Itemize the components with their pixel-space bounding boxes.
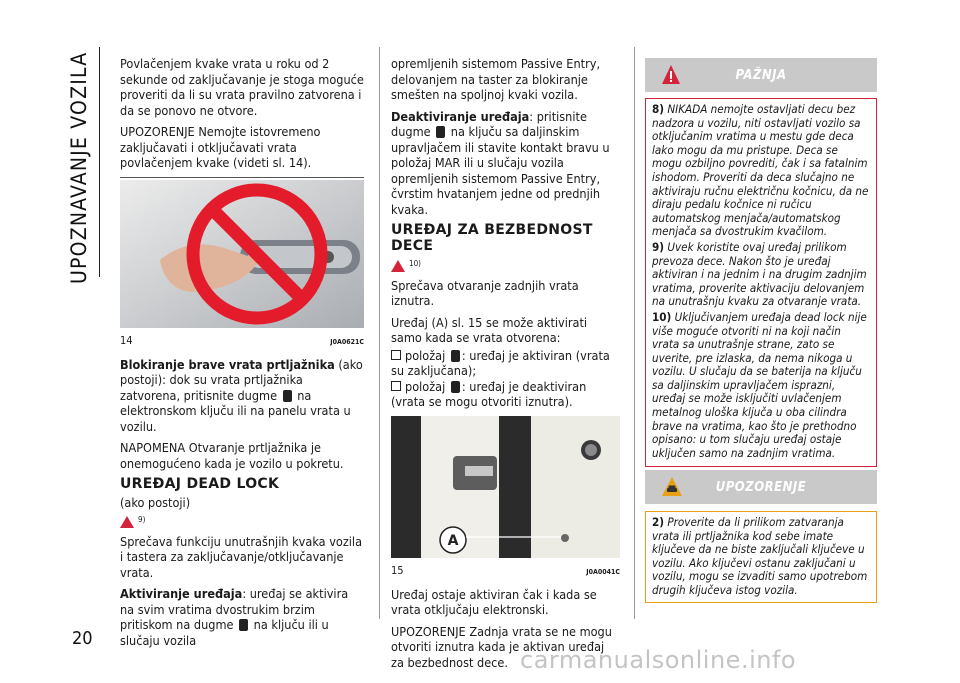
figure-15-image [391, 416, 620, 558]
watermark: carmanualsonline.info [520, 646, 797, 674]
caution-box [645, 470, 877, 603]
paragraph: Uređaj (A) sl. 15 se može aktivirati samo kada se vrata otvorena: [391, 314, 588, 346]
paragraph [120, 357, 364, 435]
warning-triangle-icon [391, 260, 405, 272]
paragraph: UPOZORENJE Nemojte istovremeno zaključavati i otključavati vrata povlačenjem kvake (videti sl. 14). [120, 124, 321, 170]
section-heading: UREĐAJ ZA BEZBEDNOST DECE [391, 222, 593, 254]
text: Uvek koristite ovaj uređaj prilikom prevoza dece. Nakon što je uređaj aktiviran i na jednim i na drugim zadnjim vratima, proverite aktivaciju delovanjem na unutrašnju kvaku za otvaranje vrata. [652, 239, 867, 309]
text: : pritisnite dugme [391, 108, 587, 139]
term: Deaktiviranje uređaja [391, 108, 530, 124]
lock-icon [283, 390, 292, 402]
warning-triangle-icon [661, 64, 681, 90]
figure-14 [120, 177, 364, 351]
lock-icon [451, 350, 460, 362]
text: na elektronskom ključu ili na panelu vrata u vozilu. [120, 387, 351, 434]
text: na ključu sa daljinskim upravljačem ili stavite kontakt bravu u položaj MAR ili u slučaju vozila opremljenih sistemom Passive Entry, čvrstim hvatanjem jedne od prednjih kvaka. [391, 124, 610, 217]
item-number: 2) [652, 515, 665, 529]
text: položaj [405, 378, 449, 394]
text: (ako postoji): dok su vrata prtljažnika zatvorena, pritisnite dugme [120, 356, 363, 403]
unlock-icon [451, 381, 460, 393]
warning-title: PAŽNJA [735, 67, 787, 83]
figure-code: J0A0041C [586, 568, 620, 577]
warning-item [652, 103, 870, 239]
figure-code: J0A0621C [330, 338, 364, 346]
warning-reference [120, 512, 364, 531]
text: : uređaj se aktivira na svim vratima dvostrukim brzim pritiskom na dugme [120, 586, 349, 633]
warning-box-body [645, 98, 877, 467]
warning-reference [391, 256, 620, 275]
text: Uključivanjem uređaja dead lock nije više moguće otvoriti ni na koji način vrata sa unutrašnje strane, zato se uverite, pre izlaska, da nema nikoga u vozilu. U slučaju da se baterija na ključu sa daljinskim upravljačem isprazni, uređaj se može isključiti uvlačenjem metalnog uloška ključa u oba cilindra brave na vratima, kao što je prethodno opisano: u tom slučaju uređaj ostaje uključen samo na zadnjim vratima. [652, 309, 867, 460]
paragraph: UPOZORENJE Zadnja vrata se ne mogu otvoriti iznutra kada je aktivan uređaj za bezbednost dece. [391, 623, 612, 670]
paragraph: Uređaj ostaje aktiviran čak i kada se vrata otključaju elektronski. [391, 586, 597, 618]
paragraph: Povlačenjem kvake vrata u roku od 2 sekunde od zaključavanje je stoga moguće proveriti da li su vrata pravilno zatvorena i da se ponovo ne otvore. [120, 56, 364, 118]
warning-triangle-icon [120, 516, 134, 528]
item-number: 10) [652, 309, 672, 324]
text: : uređaj je deaktiviran (vrata se mogu otvoriti iznutra). [391, 378, 587, 410]
caution-item [652, 516, 870, 598]
figure-15 [391, 416, 620, 581]
bullet-square [391, 350, 401, 360]
term: Blokiranje brave vrata prtljažnika [120, 356, 335, 372]
figure-15-caption [391, 563, 620, 581]
unlock-icon [436, 126, 445, 138]
paragraph [120, 586, 364, 648]
caution-box-body [645, 511, 877, 603]
item-number: 8) [652, 102, 665, 116]
text: na ključu ili u slučaju vozila [120, 617, 329, 648]
car-caution-icon [661, 476, 683, 502]
paragraph: Sprečava funkciju unutrašnjih kvaka vozila i tastera za zaključavanje/otključavanje vrata. [120, 533, 363, 580]
text: Proverite da li prilikom zatvaranja vrata ili prtljažnika kod sebe imate ključeve da ne biste zaključali ključeve u vozilu. Ako ključevi ostanu zaključani u vozilu, mogu se izvaditi samo upotrebom drugih ključeva istog vozila. [652, 515, 868, 597]
warning-item [652, 311, 870, 461]
warning-item [652, 241, 870, 309]
warning-box [645, 58, 877, 467]
text: : uređaj je aktiviran (vrata su zaključana); [391, 347, 610, 379]
paragraph: opremljenih sistemom Passive Entry, delovanjem na taster za blokiranje smešten na spoljnoj kvaki vozila. [391, 56, 601, 102]
warning-box-header [645, 58, 877, 92]
callout-label: A [447, 532, 459, 549]
figure-14-image [120, 180, 364, 328]
section-heading: UREĐAJ DEAD LOCK [120, 476, 280, 492]
column-divider [379, 47, 380, 619]
bullet-square [391, 381, 401, 391]
item-number: 9) [652, 239, 665, 254]
column-1 [120, 56, 364, 654]
bullet-item [391, 379, 620, 410]
figure-number: 15 [391, 564, 404, 578]
text: NIKADA nemojte ostavljati decu bez nadzora u vozilu, niti ostavljati vozilo sa otključanim vratima u mestu gde deca lako mogu da mu pristupe. Deca se mogu ozbiljno povrediti, čak i sa fatalnim ishodom. Proveriti da deca slučajno ne aktiviraju ručnu električnu kočnicu, da ne diraju pedalu kočnice ni ručicu automatskog menjača/automatskog menjača sa dvostrukim kvačilom. [652, 102, 869, 239]
paragraph: Sprečava otvaranje zadnjih vrata iznutra. [391, 277, 579, 309]
paragraph [391, 109, 620, 218]
column-2 [391, 56, 620, 676]
figure-number: 14 [120, 334, 133, 347]
text: položaj [405, 347, 449, 363]
column-divider [634, 47, 635, 619]
caution-box-header [645, 470, 877, 504]
term: Aktiviranje uređaja [120, 586, 243, 602]
page-number: 20 [72, 628, 93, 649]
figure-14-caption [120, 333, 364, 351]
chapter-title-text: UPOZNAVANJE VOZILA [67, 51, 91, 284]
bullet-item [391, 348, 620, 379]
paragraph: NAPOMENA Otvaranje prtljažnika je onemogućeno kada je vozilo u pokretu. [120, 440, 344, 471]
paragraph: (ako postoji) [120, 494, 191, 510]
reference-number: 9) [138, 515, 146, 524]
lock-icon [239, 619, 248, 631]
reference-number: 10) [409, 259, 421, 268]
chapter-rule [99, 47, 100, 277]
caution-title: UPOZORENJE [715, 479, 807, 495]
